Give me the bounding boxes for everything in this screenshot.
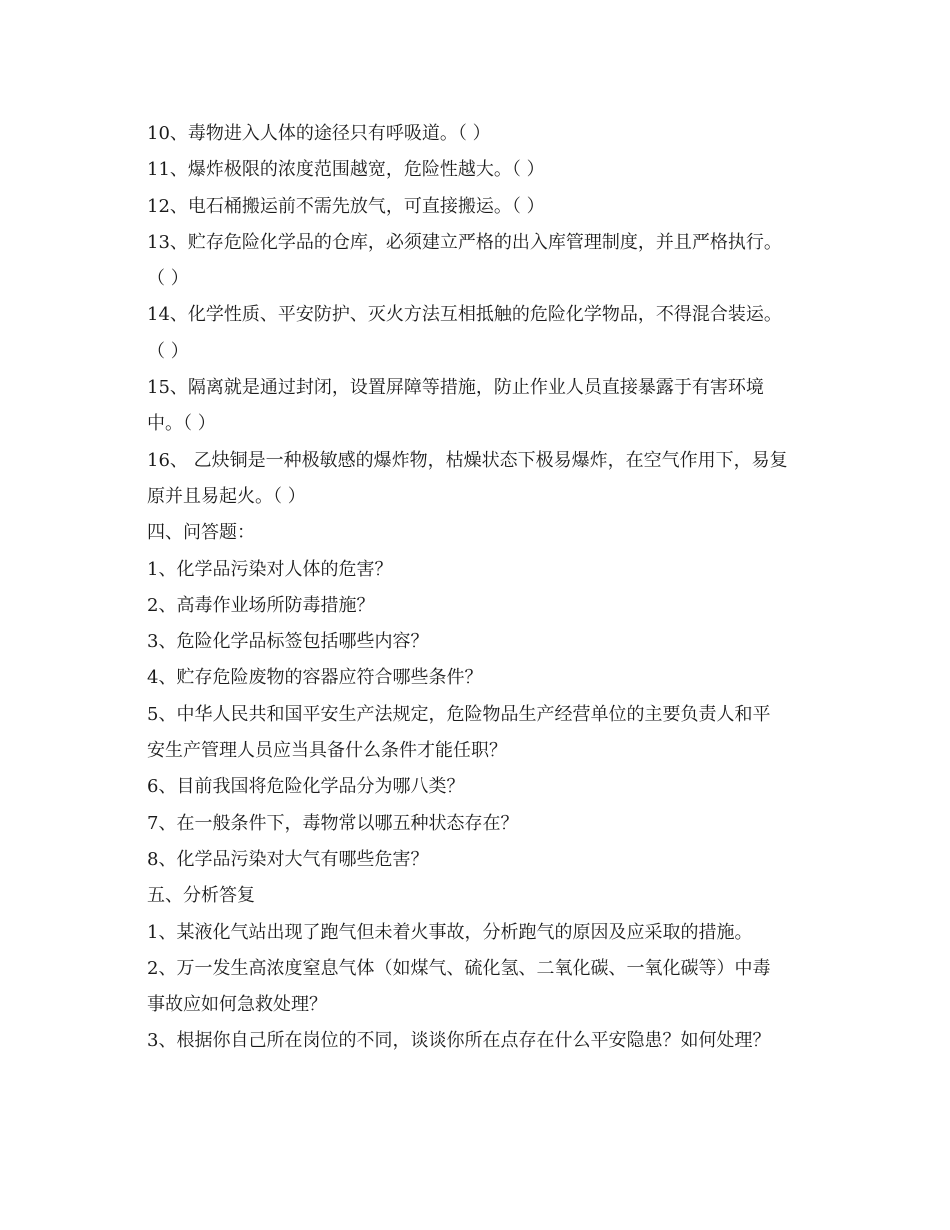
- text-line: （ ）: [147, 340, 189, 362]
- text-line: 中。（ ）: [147, 413, 216, 435]
- text-line: 2、高毒作业场所防毒措施？: [147, 594, 375, 616]
- text-line: 7、在一般条件下，毒物常以哪五种状态存在？: [147, 812, 519, 834]
- text-line: 6、目前我国将危险化学品分为哪八类？: [147, 776, 465, 798]
- text-line: 5、中华人民共和国平安生产法规定，危险物品生产经营单位的主要负责人和平: [147, 703, 771, 725]
- section-heading: 四、问答题：: [147, 522, 255, 544]
- text-line: 14、化学性质、平安防护、灭火方法互相抵触的危险化学物品，不得混合装运。: [147, 304, 782, 326]
- text-line: 安生产管理人员应当具备什么条件才能任职？: [147, 740, 507, 762]
- text-line: 11、爆炸极限的浓度范围越宽，危险性越大。（ ）: [147, 159, 545, 181]
- text-line: 1、某液化气站出现了跑气但未着火事故，分析跑气的原因及应采取的措施。: [147, 921, 753, 943]
- section-heading: 五、分析答复: [147, 885, 255, 907]
- document-body: [147, 116, 817, 1060]
- text-line: 1、化学品污染对人体的危害？: [147, 558, 393, 580]
- text-line: （ ）: [147, 268, 189, 290]
- text-line: 2、万一发生高浓度窒息气体（如煤气、硫化氢、二氧化碳、一氧化碳等）中毒: [147, 957, 771, 979]
- text-line: 事故应如何急救处理？: [147, 994, 327, 1016]
- text-line: 4、贮存危险废物的容器应符合哪些条件？: [147, 667, 483, 689]
- text-line: 3、危险化学品标签包括哪些内容？: [147, 631, 429, 653]
- text-line: 15、隔离就是通过封闭，设置屏障等措施，防止作业人员直接暴露于有害环境: [147, 377, 764, 399]
- text-line: 8、化学品污染对大气有哪些危害？: [147, 848, 429, 870]
- text-line: 12、电石桶搬运前不需先放气，可直接搬运。（ ）: [147, 195, 545, 217]
- text-line: 13、贮存危险化学品的仓库，必须建立严格的出入库管理制度，并且严格执行。: [147, 231, 782, 253]
- text-line: 3、根据你自己所在岗位的不同，谈谈你所在点存在什么平安隐患？如何处理？: [147, 1030, 771, 1052]
- text-line: 原并且易起火。（ ）: [147, 485, 306, 507]
- text-line: 16、 乙炔铜是一种极敏感的爆炸物，枯燥状态下极易爆炸，在空气作用下，易复: [147, 449, 788, 471]
- text-line: 10、毒物进入人体的途径只有呼吸道。（ ）: [147, 123, 491, 144]
